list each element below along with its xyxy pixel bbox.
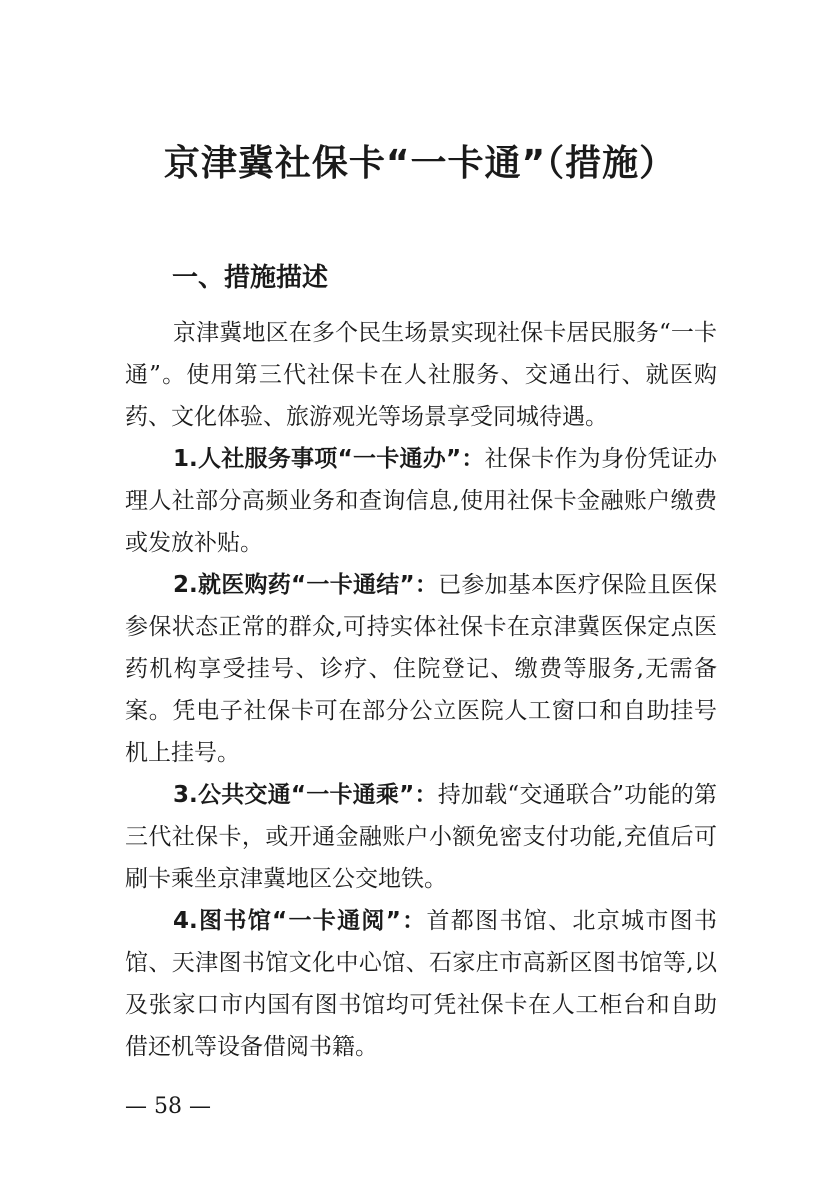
measure-item-4-lead: 4.图书馆“一卡通阅”：	[173, 908, 427, 934]
measure-item-2-text: 已参加基本医疗保险且医保参保状态正常的群众,可持实体社保卡在京津冀医保定点医药机构享受挂号、诊疗、住院登记、缴费等服务,无需备案。凭电子社保卡可在部分公立医院人工窗口和自助挂号机上挂号。	[125, 572, 718, 766]
measure-item-4-text: 首都图书馆、北京城市图书馆、天津图书馆文化中心馆、石家庄市高新区图书馆等,以及张家口市内国有图书馆均可凭社保卡在人工柜台和自助借还机等设备借阅书籍。	[125, 908, 717, 1060]
measure-item-2	[125, 564, 717, 774]
measure-item-1-text: 社保卡作为身份凭证办理人社部分高频业务和查询信息,使用社保卡金融账户缴费或发放补贴。	[125, 446, 717, 556]
page-number: — 58 —	[125, 1094, 211, 1119]
body-text	[125, 312, 717, 1068]
measure-item-3-text: 持加载“交通联合”功能的第三代社保卡，或开通金融账户小额免密支付功能,充值后可刷卡乘坐京津冀地区公交地铁。	[125, 782, 717, 892]
measure-item-4	[125, 900, 717, 1068]
measure-item-3-lead: 3.公共交通“一卡通乘”：	[173, 782, 438, 808]
measure-item-1	[125, 438, 717, 564]
measure-item-1-lead: 1.人社服务事项“一卡通办”：	[173, 446, 485, 472]
page-title: 京津冀社保卡“一卡通”（措施）	[163, 143, 677, 184]
measure-item-2-lead: 2.就医购药“一卡通结”：	[173, 572, 439, 598]
intro-paragraph: 京津冀地区在多个民生场景实现社保卡居民服务“一卡通”。使用第三代社保卡在人社服务、交通出行、就医购药、文化体验、旅游观光等场景享受同城待遇。	[125, 320, 717, 430]
measure-item-3	[125, 774, 717, 900]
section-heading: 一、措施描述	[172, 263, 329, 293]
